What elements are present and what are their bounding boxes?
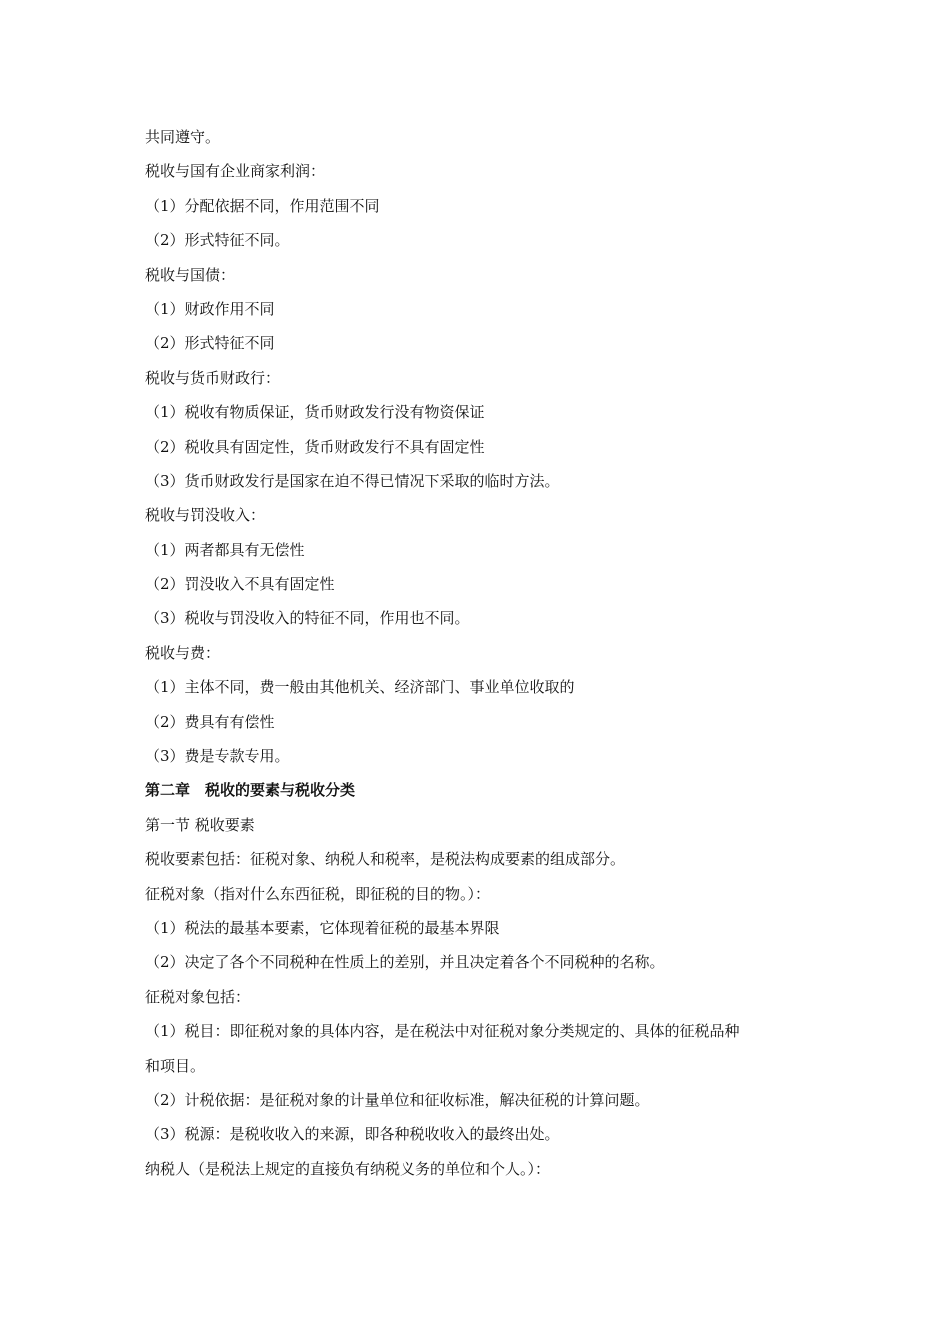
section-heading: 税收与国有企业商家利润： [145,162,326,181]
list-item: （1）税目：即征税对象的具体内容，是在税法中对征税对象分类规定的、具体的征税品种 [145,1022,740,1041]
list-item: （2）费具有有偿性 [145,712,275,731]
list-item: （1）主体不同，费一般由其他机关、经济部门、事业单位收取的 [145,678,575,697]
section-heading: 征税对象包括： [145,987,251,1006]
list-item: （3）税收与罚没收入的特征不同，作用也不同。 [145,609,470,628]
list-item: （2）决定了各个不同税种在性质上的差别，并且决定着各个不同税种的名称。 [145,953,665,972]
section-heading: 征税对象（指对什么东西征税，即征税的目的物。）： [145,884,491,903]
section-heading: 税收与费： [145,643,221,662]
list-item: （2）税收具有固定性，货币财政发行不具有固定性 [145,437,485,456]
list-item: （2）形式特征不同。 [145,231,290,250]
section-heading: 税收与货币财政行： [145,368,281,387]
list-item: （1）税法的最基本要素，它体现着征税的最基本界限 [145,918,500,937]
document-body [145,120,825,1186]
list-item: （1）两者都具有无偿性 [145,540,305,559]
section-title: 第一节 税收要素 [145,815,255,834]
section-heading: 纳税人（是税法上规定的直接负有纳税义务的单位和个人。）： [145,1159,551,1178]
list-item-continuation: 和项目。 [145,1056,206,1075]
chapter-title: 第二章 税收的要素与税收分类 [145,781,356,800]
list-item: （3）费是专款专用。 [145,747,290,766]
list-item: （3）货币财政发行是国家在迫不得已情况下采取的临时方法。 [145,471,560,490]
text-line: 税收要素包括：征税对象、纳税人和税率，是税法构成要素的组成部分。 [145,850,626,869]
text-line: 共同遵守。 [145,128,221,146]
list-item: （2）计税依据：是征税对象的计量单位和征收标准，解决征税的计算问题。 [145,1090,650,1109]
list-item: （3）税源：是税收收入的来源，即各种税收收入的最终出处。 [145,1125,560,1144]
list-item: （2）形式特征不同 [145,334,275,353]
section-heading: 税收与国债： [145,265,236,284]
list-item: （2）罚没收入不具有固定性 [145,575,335,594]
section-heading: 税收与罚没收入： [145,506,266,525]
list-item: （1）财政作用不同 [145,299,275,318]
list-item: （1）税收有物质保证，货币财政发行没有物资保证 [145,403,485,422]
list-item: （1）分配依据不同，作用范围不同 [145,196,380,215]
